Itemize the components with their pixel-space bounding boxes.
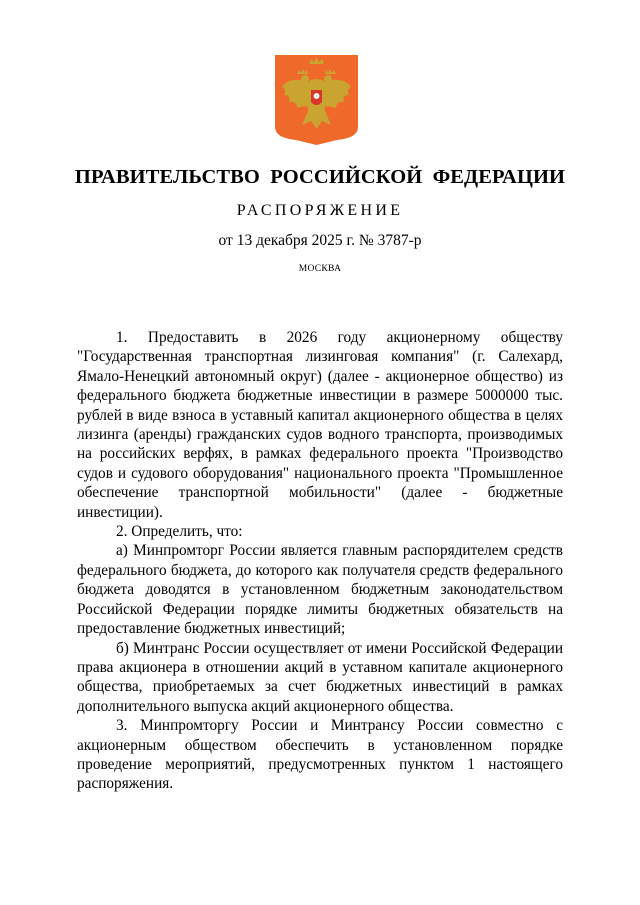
document-body — [77, 328, 563, 794]
paragraph-1: 1. Предоставить в 2026 году акционерному обществу "Государственная транспортная лизинговая компания" (г. Салехард, Ямало-Ненецкий автономный округ) (далее - акционерное общество) из федерального бюджета бюджетные инвестиции в размере 5000000 тыс. рублей в виде взноса в уставный капитал акционерного общества в целях лизинга (аренды) гражданских судов водного транспорта, производимых на российских верфях, в рамках федерального проекта "Производство судов и судового оборудования" национального проекта "Промышленное обеспечение транспортной мобильности" (далее - бюджетные инвестиции). — [77, 329, 563, 521]
government-title: ПРАВИТЕЛЬСТВО РОССИЙСКОЙ ФЕДЕРАЦИИ — [74, 166, 566, 188]
paragraph-2b: б) Минтранс России осуществляет от имени Российской Федерации права акционера в отношении акций в уставном капитале акционерного общества, приобретаемых за счет бюджетных инвестиций в рамках дополнительного выпуска акций акционерного общества. — [77, 639, 563, 715]
coat-of-arms-graphic — [275, 55, 358, 145]
paragraph-2: 2. Определить, что: — [116, 523, 243, 541]
document-type: РАСПОРЯЖЕНИЕ — [236, 202, 404, 219]
coat-of-arms-icon — [275, 55, 358, 145]
document-date-number: от 13 декабря 2025 г. № 3787-р — [218, 232, 422, 249]
paragraph-2a: а) Минпромторг России является главным распорядителем средств федерального бюджета, до которого как получателя средств федерального бюджета доводятся в установленном бюджетным законодательством Российской Федерации порядке лимиты бюджетных обязательств на предоставление бюджетных инвестиций; — [77, 542, 563, 638]
paragraph-3: 3. Минпромторгу России и Минтрансу России совместно с акционерным обществом обеспечить в установленном порядке проведение мероприятий, предусмотренных пунктом 1 настоящего распоряжения. — [77, 717, 563, 793]
document-city: МОСКВА — [298, 264, 342, 274]
